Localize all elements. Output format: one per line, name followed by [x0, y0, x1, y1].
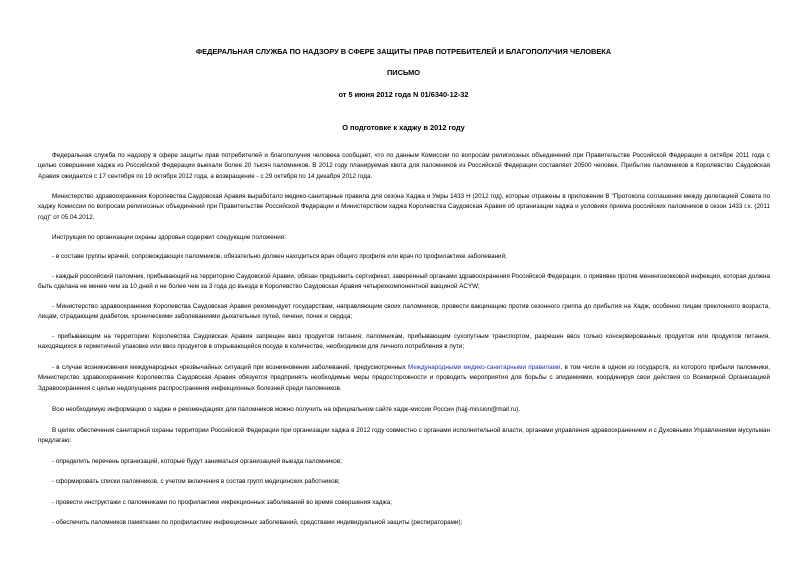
list-item-organizations-text: - определить перечень организаций, которые будут заниматься организацией выезда паломников;: [52, 458, 342, 465]
list-item-certificate: [38, 272, 770, 293]
paragraph-info: [38, 405, 770, 415]
document-type: ПИСЬМО: [387, 68, 420, 77]
list-item-emergency: [38, 363, 770, 394]
paragraph-proposal-text: В целях обеспечения санитарной охраны территории Российской Федерации при организации хаджа в 2012 году совместно с органами исполнительной власти, органами управления здравоохранением и с Духовными Управлениями мусульман предлагаю:: [38, 427, 770, 445]
list-item-emergency-text-1: - в случае возникновения международных чрезвычайных ситуаций при возникновении заболеваний, предусмотренных: [52, 364, 409, 371]
paragraph-2-text: Министерство здравоохранения Королевства Саудовская Аравия выработало медико-санитарные правила для сезона Хаджа и Умры 1433 Н (2012 год), которые отражены в приложении В "Протокола соглашения между делегацией Совета по хаджу Комиссии по вопросам религиозных объединений при Правительстве Российской Федерации и Министерством хаджа Королевства Саудовская Аравия об организации хаджа и условиях приема российских паломников в сезон 1433 г.х. (2011 год)" от 05.04.2012.: [38, 193, 770, 221]
paragraph-2: [38, 192, 770, 223]
list-item-flu-text: - Министерство здравоохранения Королевства Саудовская Аравия рекомендует государствам, направляющим своих паломников, провести вакцинацию против сезонного гриппа до прибытия на Хадж, особенно лицам преклонного возраста, лицам, страдающим диабетом, хроническими заболеваниями дыхательных путей, печени, почек и сердца;: [38, 303, 770, 321]
list-item-briefing: [38, 498, 770, 508]
list-item-emergency-text-2: , в том числе в одном из государств, из которого прибыли паломники, Министерство здравоохранения Королевства Саудовская Аравия обязуется предпринять необходимые меры предосторожности и проводить мероприятия для борьбы с эпидемиями, координируя свои действия со Всемирной Организацией Здравоохранения с целью недопущения распространения инфекционных болезней среди паломников.: [38, 364, 770, 392]
document-date-number: от 5 июня 2012 года N 01/6340-12-32: [338, 90, 469, 99]
list-item-food-text: - прибывающим на территорию Королевства Саудовская Аравия запрещен ввоз продуктов питания; паломникам, прибывающим сухопутным транспортом, разрешен ввоз только консервированных продуктов или продуктов питания, находящихся в герметичной упаковке или ввоз продуктов в открывающейся посуде в количестве, необходимом для личного потребления в пути;: [38, 333, 770, 351]
agency-title: ФЕДЕРАЛЬНАЯ СЛУЖБА ПО НАДЗОРУ В СФЕРЕ ЗАЩИТЫ ПРАВ ПОТРЕБИТЕЛЕЙ И БЛАГОПОЛУЧИЯ ЧЕЛОВЕКА: [195, 47, 612, 56]
document-subject: О подготовке к хаджу в 2012 году: [342, 123, 465, 132]
list-item-briefing-text: - провести инструктажи с паломниками по профилактике инфекционных заболеваний во время совершения хаджа;: [52, 499, 392, 506]
list-item-doctor: [38, 252, 770, 262]
list-item-organizations: [38, 457, 770, 467]
paragraph-3: [38, 233, 770, 243]
list-item-certificate-text: - каждый российский паломник, прибывающий на территорию Саудовской Аравии, обязан предъявить сертификат, заверенный органами здравоохранения Российской Федерации, о прививке против менингококковой инфекции, которая должна быть сделана не менее чем за 10 дней и не более чем за 3 года до въезда в Королевство Саудовская Аравия четырехкомпонентной вакциной ACYW;: [38, 273, 770, 291]
list-item-memos-text: - обеспечить паломников памятками по профилактике инфекционных заболеваний, средствами индивидуальной защиты (респираторами);: [52, 519, 463, 526]
list-item-flu: [38, 302, 770, 323]
list-item-doctor-text: - в составе группы врачей, сопровождающих паломников, обязательно должен находиться врач общего профиля или врач по профилактике заболеваний;: [52, 253, 507, 260]
paragraph-proposal: [38, 426, 770, 447]
paragraph-1: [38, 151, 770, 182]
list-item-lists: [38, 477, 770, 487]
ihr-link[interactable]: Международными медико-санитарными правилами: [408, 364, 561, 371]
list-item-lists-text: - сформировать списки паломников, с учетом включения в состав групп медицинских работников;: [52, 478, 340, 485]
paragraph-1-text: Федеральная служба по надзору в сфере защиты прав потребителей и благополучия человека сообщает, что по данным Комиссии по вопросам религиозных объединений при Правительстве Российской Федерации в октябре 2011 года с целью совершения хаджа из Российской Федерации выехали более 20 тысяч паломников. В 2012 году планируемая квота для паломников из Российской Федерации составляет 20500 человек. Прибытие паломников в Королевство Саудовская Аравия ожидается с 17 сентября по 19 октября 2012 года, а возвращение - с 29 октября по 14 декабря 2012 года.: [38, 152, 770, 180]
paragraph-info-text: Всю необходимую информацию о хадже и рекомендациях для паломников можно получить на официальном сайте хадж-миссии России (hajj-mission@mail.ru).: [52, 406, 521, 413]
list-item-food: [38, 332, 770, 353]
paragraph-3-text: Инструкция по организации охраны здоровья содержит следующие положения:: [52, 234, 286, 241]
list-item-memos: [38, 518, 770, 528]
